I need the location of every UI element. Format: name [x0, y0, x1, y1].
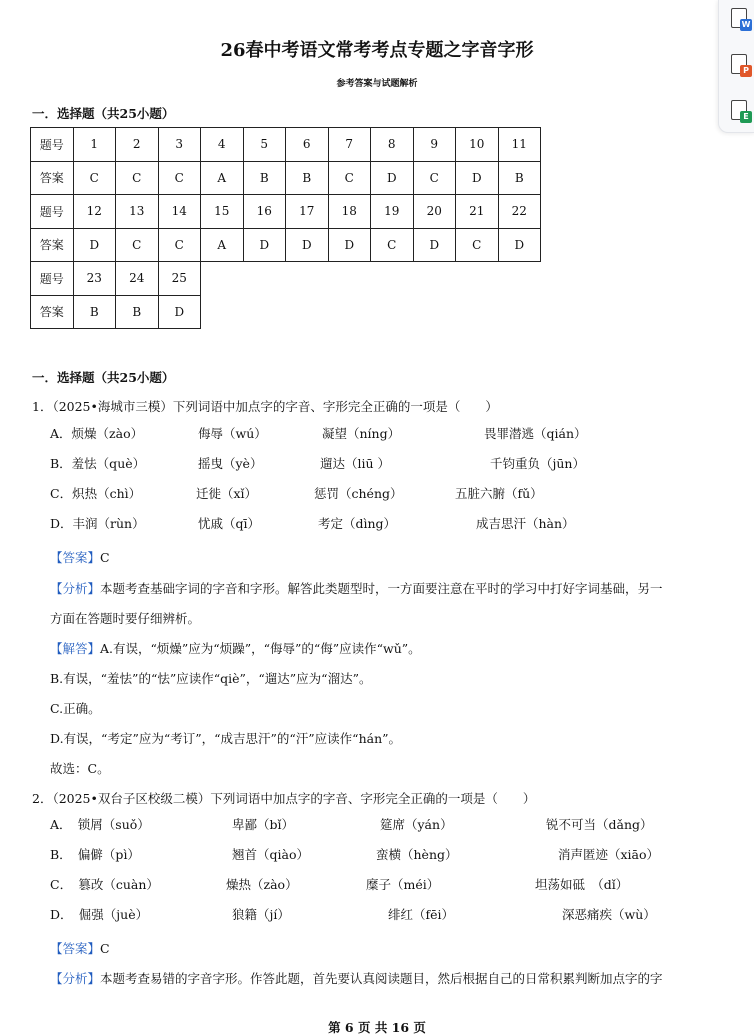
side-toolbar [718, 0, 754, 133]
option-b-2: 摇曳（yè） [198, 456, 263, 471]
solution-line-3: C.正确。 [50, 701, 101, 716]
question-1-stem: 1．（2025•海城市三模）下列词语中加点字的字音、字形完全正确的一项是（ ） [32, 399, 498, 414]
table-header-cell: 答案 [31, 295, 74, 329]
table-cell: 11 [498, 128, 541, 162]
table-empty-cell [286, 262, 329, 296]
solution-line-1 [50, 639, 421, 657]
table-empty-cell [328, 262, 371, 296]
table-cell: C [371, 228, 414, 262]
table-cell: 20 [413, 195, 456, 229]
table-empty-cell [498, 295, 541, 329]
section-heading-2: 一．选择题（共25小题） [32, 370, 175, 385]
table-row [31, 295, 541, 329]
document-title: 26春中考语文常考考点专题之字音字形 [220, 40, 534, 61]
option-a-4: 畏罪潜逃（qián） [484, 426, 587, 441]
table-row [31, 128, 541, 162]
answer-table [30, 127, 541, 329]
section-heading: 一．选择题（共25小题） [32, 106, 175, 121]
table-cell: 21 [456, 195, 499, 229]
analysis-line-2: 方面在答题时要仔细辨析。 [50, 611, 201, 626]
table-cell: B [498, 161, 541, 195]
table-cell: 25 [158, 262, 201, 296]
option-b-4: 千钧重负（jūn） [490, 456, 585, 471]
document-subtitle: 参考答案与试题解析 [336, 79, 418, 89]
table-empty-cell [498, 262, 541, 296]
q2-option-c-1: C． 篡改（cuàn） [50, 877, 159, 892]
table-empty-cell [413, 262, 456, 296]
option-a-2: 侮辱（wú） [198, 426, 267, 441]
table-cell: B [286, 161, 329, 195]
q2-option-c-2: 燥热（zào） [226, 877, 298, 892]
analysis-tag-2: 【分析】 [50, 971, 101, 986]
answer-line-2 [50, 939, 110, 957]
ppt-icon[interactable]: P [731, 54, 747, 74]
table-empty-cell [243, 295, 286, 329]
table-header-cell: 答案 [31, 228, 74, 262]
option-a-3: 凝望（níng） [322, 426, 401, 441]
table-cell: C [413, 161, 456, 195]
q2-option-d-1: D． 倔强（juè） [50, 907, 149, 922]
table-cell: A [201, 228, 244, 262]
analysis-tag: 【分析】 [50, 581, 101, 596]
solution-text: A.有误，“烦燥”应为“烦躁”，“侮辱”的“侮”应读作“wǔ”。 [100, 641, 421, 656]
table-empty-cell [201, 262, 244, 296]
table-cell: 18 [328, 195, 371, 229]
table-cell: 12 [73, 195, 116, 229]
table-header-cell: 题号 [31, 128, 74, 162]
table-cell: 4 [201, 128, 244, 162]
table-cell: 19 [371, 195, 414, 229]
option-b-1: B．羞怯（què） [50, 456, 146, 471]
q2-option-b-3: 蛮横（hèng） [376, 847, 458, 862]
table-empty-cell [456, 262, 499, 296]
q2-option-a-2: 卑鄙（bǐ） [232, 817, 294, 832]
table-empty-cell [201, 295, 244, 329]
table-cell: A [201, 161, 244, 195]
table-cell: D [371, 161, 414, 195]
answer-tag-2: 【答案】 [50, 941, 101, 956]
analysis-text-2: 本题考查易错的字音字形。作答此题，首先要认真阅读题目，然后根据自己的日常积累判断加点字的字 [100, 971, 663, 986]
analysis-line-1 [50, 579, 663, 597]
table-cell: 7 [328, 128, 371, 162]
table-empty-cell [413, 295, 456, 329]
table-cell: D [498, 228, 541, 262]
table-cell: 5 [243, 128, 286, 162]
table-cell: B [243, 161, 286, 195]
table-cell: 16 [243, 195, 286, 229]
table-cell: D [413, 228, 456, 262]
table-cell: 6 [286, 128, 329, 162]
option-b-3: 遛达（liū ） [320, 456, 391, 471]
table-cell: 15 [201, 195, 244, 229]
excel-icon[interactable]: E [731, 100, 747, 120]
q2-option-b-2: 翘首（qiào） [232, 847, 309, 862]
table-cell: B [73, 295, 116, 329]
table-empty-cell [328, 295, 371, 329]
option-c-2: 迁徙（xǐ） [196, 486, 258, 501]
table-cell: C [73, 161, 116, 195]
table-cell: D [286, 228, 329, 262]
table-cell: D [243, 228, 286, 262]
answer-tag: 【答案】 [50, 550, 101, 565]
option-d-2: 忧戚（qī） [198, 516, 260, 531]
solution-line-2: B.有误，“羞怯”的“怯”应读作“qiè”，“遛达”应为“溜达”。 [50, 671, 372, 686]
analysis-text: 本题考查基础字词的字音和字形。解答此类题型时，一方面要注意在平时的学习中打好字词基础，另一 [100, 581, 663, 596]
table-empty-cell [456, 295, 499, 329]
table-cell: 10 [456, 128, 499, 162]
q2-option-c-3: 糜子（méi） [366, 877, 440, 892]
table-header-cell: 题号 [31, 262, 74, 296]
table-cell: 1 [73, 128, 116, 162]
solution-line-4: D.有误，“考定”应为“考订”，“成吉思汗”的“汗”应读作“hán”。 [50, 731, 402, 746]
table-row [31, 262, 541, 296]
table-cell: C [158, 161, 201, 195]
table-cell: 24 [116, 262, 159, 296]
table-cell: C [328, 161, 371, 195]
table-cell: D [328, 228, 371, 262]
answer-value-2: C [100, 941, 110, 956]
table-cell: D [158, 295, 201, 329]
table-cell: 2 [116, 128, 159, 162]
q2-option-d-3: 绯红（fēi） [388, 907, 455, 922]
table-row [31, 195, 541, 229]
table-cell: C [116, 228, 159, 262]
table-header-cell: 答案 [31, 161, 74, 195]
table-empty-cell [371, 295, 414, 329]
table-header-cell: 题号 [31, 195, 74, 229]
table-cell: C [116, 161, 159, 195]
table-empty-cell [243, 262, 286, 296]
table-empty-cell [286, 295, 329, 329]
option-d-3: 考定（dìng） [318, 516, 397, 531]
q2-option-d-2: 狼籍（jí） [232, 907, 290, 922]
word-icon[interactable]: W [731, 8, 747, 28]
option-a-1: A．烦燥（zào） [50, 426, 144, 441]
table-cell: 17 [286, 195, 329, 229]
option-c-4: 五脏六腑（fǔ） [455, 486, 543, 501]
table-cell: 23 [73, 262, 116, 296]
table-cell: 13 [116, 195, 159, 229]
table-cell: B [116, 295, 159, 329]
q2-option-a-3: 筵席（yán） [380, 817, 453, 832]
q2-option-b-1: B． 偏僻（pì） [50, 847, 140, 862]
table-cell: 3 [158, 128, 201, 162]
q2-option-a-4: 锐不可当（dǎng） [546, 817, 653, 832]
analysis-line-q2 [50, 969, 663, 987]
q2-option-c-4: 坦荡如砥 （dǐ） [535, 877, 629, 892]
answer-line-1 [50, 548, 110, 566]
table-cell: C [456, 228, 499, 262]
table-row [31, 161, 541, 195]
table-cell: 9 [413, 128, 456, 162]
option-d-4: 成吉思汗（hàn） [476, 516, 575, 531]
option-c-3: 惩罚（chéng） [314, 486, 403, 501]
solution-line-5: 故选：C。 [50, 761, 110, 776]
table-cell: 22 [498, 195, 541, 229]
solution-tag: 【解答】 [50, 641, 101, 656]
q2-option-b-4: 消声匿迹（xiāo） [558, 847, 660, 862]
table-cell: D [456, 161, 499, 195]
table-cell: D [73, 228, 116, 262]
question-2-stem: 2．（2025•双台子区校级二模）下列词语中加点字的字音、字形完全正确的一项是（ ） [32, 791, 536, 806]
table-empty-cell [371, 262, 414, 296]
page-footer: 第 6 页 共 16 页 [328, 1020, 426, 1035]
option-c-1: C．炽热（chì） [50, 486, 142, 501]
q2-option-d-4: 深恶痛疾（wù） [562, 907, 656, 922]
option-d-1: D．丰润（rùn） [50, 516, 145, 531]
answer-value: C [100, 550, 110, 565]
table-cell: C [158, 228, 201, 262]
table-row [31, 228, 541, 262]
table-cell: 14 [158, 195, 201, 229]
q2-option-a-1: A． 锁屑（suǒ） [50, 817, 150, 832]
table-cell: 8 [371, 128, 414, 162]
